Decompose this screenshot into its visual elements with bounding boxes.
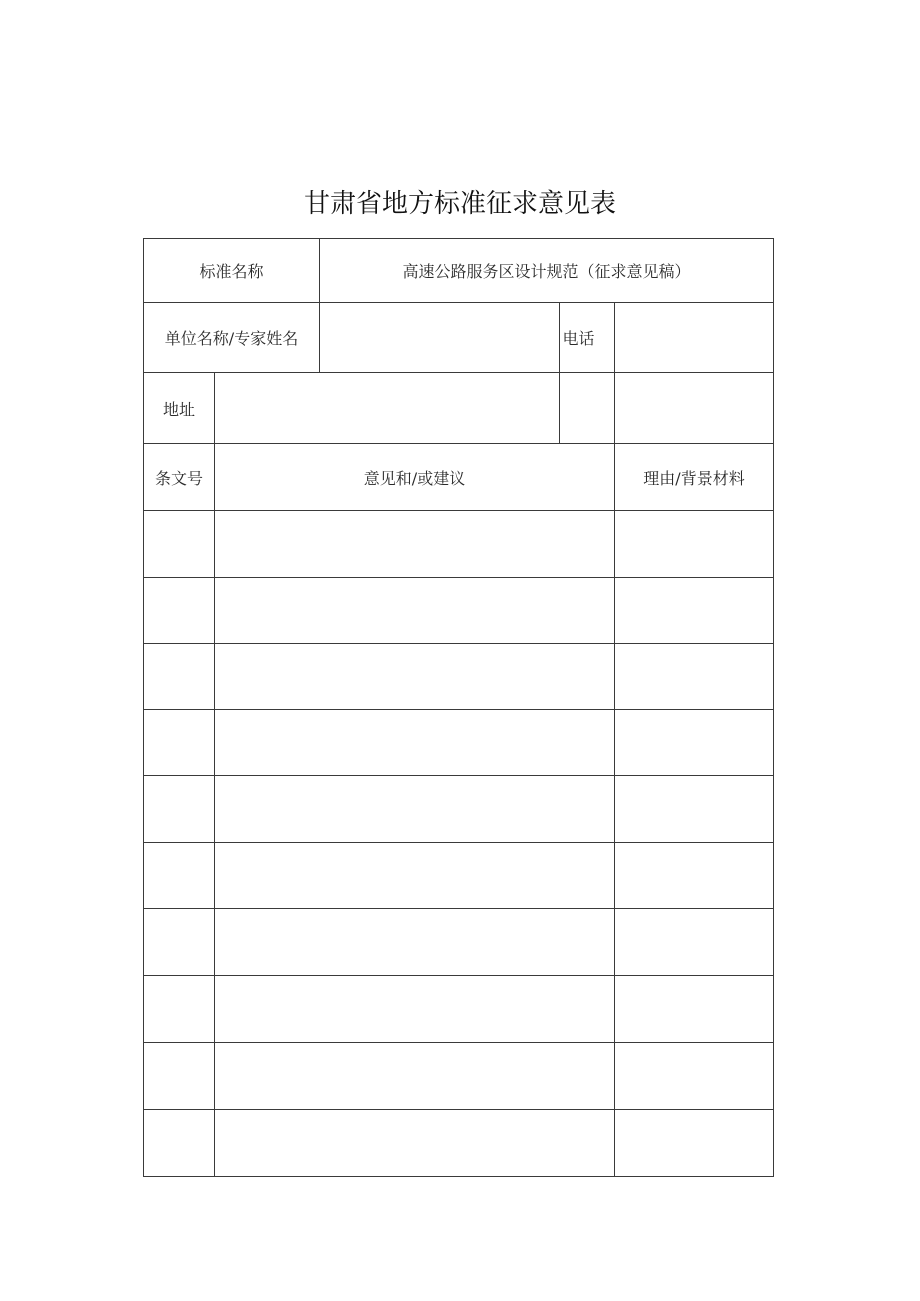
form-title: 甘肃省地方标准征求意见表 [303,189,616,219]
phone-label: 电话 [562,329,595,348]
column-divider [614,302,615,1177]
phone-field[interactable] [615,303,773,372]
row-divider [143,577,774,578]
address-label: 地址 [162,399,195,419]
column-header-reason: 理由/背景材料 [643,468,745,488]
row-divider [143,1042,774,1043]
standard-name-label: 标准名称 [199,262,264,281]
table-border-bottom [143,1176,774,1177]
standard-name-value: 高速公路服务区设计规范（征求意见稿） [402,262,691,281]
unit-name-label: 单位名称/专家姓名 [164,329,299,348]
row-divider [143,842,774,843]
row-divider [143,1109,774,1110]
row-divider [143,775,774,776]
row-divider [143,643,774,644]
unit-name-field[interactable] [320,303,559,372]
column-header-clause: 条文号 [154,468,203,488]
row-divider [143,908,774,909]
address-field[interactable] [215,373,559,443]
row-divider [143,510,774,511]
table-border-right [773,238,774,1177]
row-divider [143,975,774,976]
row-divider [143,709,774,710]
column-header-opinion: 意见和/或建议 [363,468,466,488]
